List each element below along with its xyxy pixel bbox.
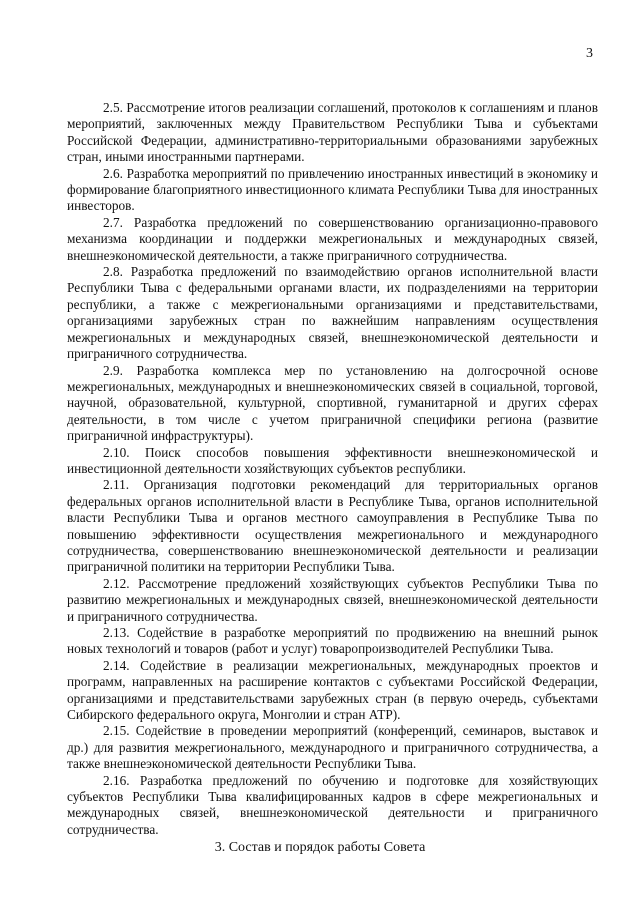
document-body xyxy=(67,100,598,838)
paragraph-2-8: 2.8. Разработка предложений по взаимодействию органов исполнительной власти Республики Тыва с федеральными органами власти, их подразделениями на территории республики, а также с межрегиональными организациями и представительствами, организациями зарубежных стран по важнейшим направлениям осуществления межрегиональных и международных связей, внешнеэкономической деятельности и приграничного сотрудничества. xyxy=(67,264,598,362)
paragraph-2-12: 2.12. Рассмотрение предложений хозяйствующих субъектов Республики Тыва по развитию межрегиональных и международных связей, внешнеэкономической деятельности и приграничного сотрудничества. xyxy=(67,575,598,624)
paragraph-2-13: 2.13. Содействие в разработке мероприятий по продвижению на внешний рынок новых технологий и товаров (работ и услуг) товаропроизводителей Республики Тыва. xyxy=(67,625,598,657)
section-heading: 3. Состав и порядок работы Совета xyxy=(214,840,426,855)
paragraph-2-15: 2.15. Содействие в проведении мероприятий (конференций, семинаров, выставок и др.) для развития межрегионального, международного и приграничного сотрудничества, а также внешнеэкономической деятельности Республики Тыва. xyxy=(67,723,598,772)
paragraph-2-10: 2.10. Поиск способов повышения эффективности внешнеэкономической и инвестиционной деятельности хозяйствующих субъектов республики. xyxy=(67,444,598,476)
paragraph-2-9: 2.9. Разработка комплекса мер по установлению на долгосрочной основе межрегиональных, международных и внешнеэкономических связей в социальной, торговой, научной, образовательной, культурной, спортивной, гуманитарной и других сферах деятельности, в том числе с учетом приграничной специфики региона (развитие приграничной инфраструктуры). xyxy=(67,362,598,444)
paragraph-2-5: 2.5. Рассмотрение итогов реализации соглашений, протоколов к соглашениям и планов мероприятий, заключенных между Правительством Республики Тыва и субъектами Российской Федерации, административно-территориальными образованиями зарубежных стран, иными иностранными партнерами. xyxy=(67,100,598,165)
paragraph-2-7: 2.7. Разработка предложений по совершенствованию организационно-правового механизма координации и поддержки межрегиональных и международных связей, внешнеэкономической деятельности, а также приграничного сотрудничества. xyxy=(67,214,598,263)
paragraph-2-11: 2.11. Организация подготовки рекомендаций для территориальных органов федеральных органов исполнительной власти в Республике Тыва, органов исполнительной власти Республики Тыва и органов местного самоуправления в Республике Тыва по повышению эффективности осуществления межрегионального и международного сотрудничества, совершенствованию внешнеэкономической деятельности и реализации приграничной политики на территории Республики Тыва. xyxy=(67,477,598,575)
paragraph-2-6: 2.6. Разработка мероприятий по привлечению иностранных инвестиций в экономику и формирование благоприятного инвестиционного климата Республики Тыва для иностранных инвесторов. xyxy=(67,165,598,214)
page-number: 3 xyxy=(586,46,593,61)
paragraph-2-16: 2.16. Разработка предложений по обучению и подготовке для хозяйствующих субъектов Республики Тыва квалифицированных кадров в сфере межрегиональных и международных связей, внешнеэкономической деятельности и приграничного сотрудничества. xyxy=(67,772,598,837)
paragraph-2-14: 2.14. Содействие в реализации межрегиональных, международных проектов и программ, направленных на расширение контактов с субъектами Российской Федерации, организациями и представительствами зарубежных стран (в первую очередь, субъектами Сибирского федерального округа, Монголии и стран АТР). xyxy=(67,657,598,723)
